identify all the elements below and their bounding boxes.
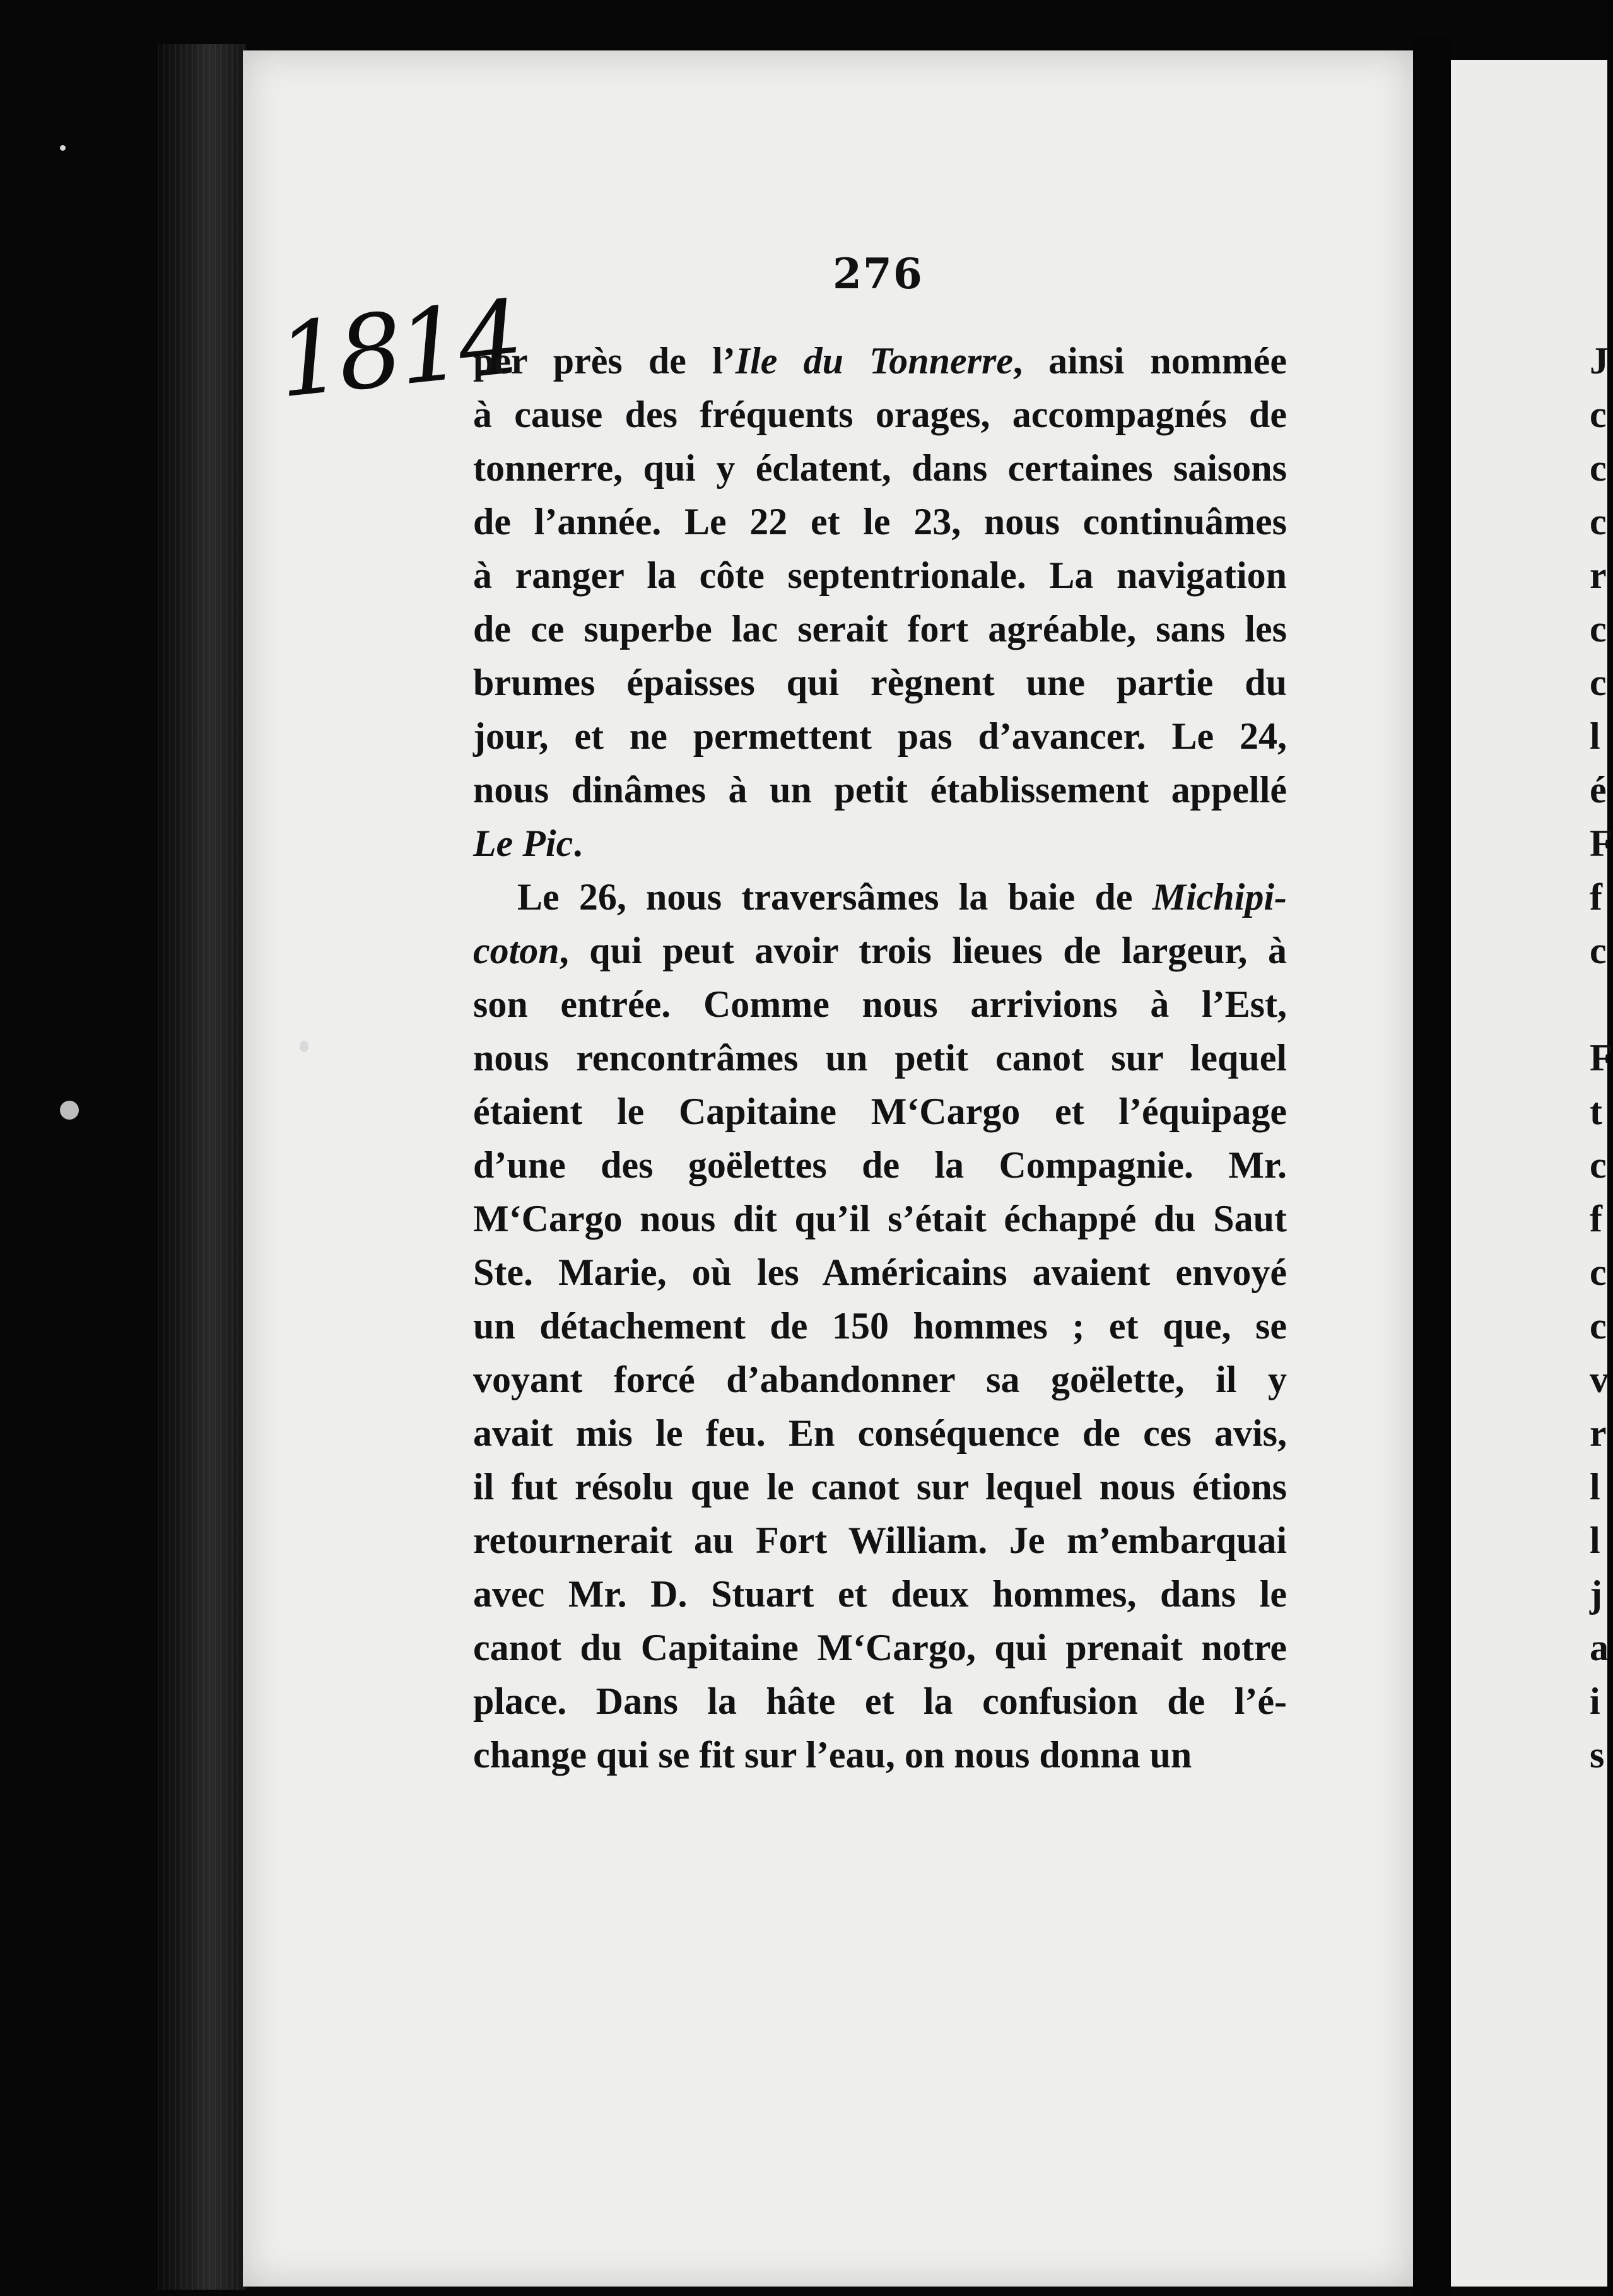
facing-page-letter: f (1590, 876, 1602, 918)
text-line: nous dinâmes à un petit établissement appellé (473, 769, 1287, 811)
book-page-edges (158, 44, 246, 2290)
facing-page-letter: c (1590, 930, 1607, 971)
text-line: Le 26, nous traversâmes la baie de Michipi- (517, 876, 1287, 918)
facing-page-letter: l (1590, 1520, 1600, 1561)
handwritten-margin-note: 1814 (272, 278, 525, 421)
facing-page-letter: v (1590, 1359, 1609, 1400)
text-line: il fut résolu que le canot sur lequel nous étions (473, 1466, 1287, 1508)
text-line: à ranger la côte septentrionale. La navigation (473, 554, 1287, 596)
dust-speck (60, 1101, 79, 1120)
text-line: brumes épaisses qui règnent une partie du (473, 662, 1287, 703)
facing-page-letter: J (1590, 340, 1609, 382)
text-line: change qui se fit sur l’eau, on nous donna un (473, 1734, 1192, 1776)
facing-page-letter: a (1590, 1627, 1609, 1668)
body-text (473, 334, 1287, 1782)
text-line: voyant forcé d’abandonner sa goëlette, il y (473, 1359, 1287, 1400)
facing-page-letter: r (1590, 1412, 1607, 1454)
facing-page-letter: i (1590, 1680, 1600, 1722)
book-gutter (1413, 38, 1451, 2296)
text-line: à cause des fréquents orages, accompagnés de (473, 394, 1287, 435)
text-line: canot du Capitaine M‘Cargo, qui prenait notre (473, 1627, 1287, 1668)
facing-page-letter: c (1590, 501, 1607, 542)
text-line: retournerait au Fort William. Je m’embarquai (473, 1520, 1287, 1561)
text-line: de l’année. Le 22 et le 23, nous continuâmes (473, 501, 1287, 542)
facing-page-letter: F (1590, 823, 1613, 864)
facing-page-letter: c (1590, 394, 1607, 435)
text-line: Ste. Marie, où les Américains avaient envoyé (473, 1251, 1287, 1293)
page-number: 276 (833, 249, 924, 298)
facing-page-letter: c (1590, 1305, 1607, 1347)
dust-speck (60, 145, 66, 151)
facing-page-letter: s (1590, 1734, 1605, 1776)
facing-page-letter (1590, 978, 1607, 1031)
facing-page-letter: c (1590, 447, 1607, 489)
facing-page-letter: c (1590, 1144, 1607, 1186)
facing-page (1451, 60, 1613, 2287)
text-line: coton, qui peut avoir trois lieues de largeur, à (473, 930, 1287, 971)
text-line: son entrée. Comme nous arrivions à l’Est, (473, 983, 1287, 1025)
text-line: jour, et ne permettent pas d’avancer. Le 24, (473, 715, 1287, 757)
text-line: nous rencontrâmes un petit canot sur lequel (473, 1037, 1287, 1079)
facing-page-letter: é (1590, 769, 1607, 811)
text-line: étaient le Capitaine M‘Cargo et l’équipage (473, 1091, 1287, 1132)
text-line: M‘Cargo nous dit qu’il s’était échappé du Saut (473, 1198, 1287, 1239)
facing-page-letter: l (1590, 1466, 1600, 1508)
facing-page-letter: c (1590, 662, 1607, 703)
facing-page-text-fragments (1590, 334, 1613, 1782)
facing-page-letter: f (1590, 1198, 1602, 1239)
dust-speck (300, 1041, 308, 1052)
facing-page-letter: r (1590, 554, 1607, 596)
text-line: avec Mr. D. Stuart et deux hommes, dans le (473, 1573, 1287, 1615)
text-line: de ce superbe lac serait fort agréable, sans les (473, 608, 1287, 650)
facing-page-letter: c (1590, 608, 1607, 650)
text-line: un détachement de 150 hommes ; et que, se (473, 1305, 1287, 1347)
facing-page-letter: j (1590, 1573, 1602, 1615)
facing-page-letter: F (1590, 1037, 1613, 1079)
facing-page-letter: t (1590, 1091, 1602, 1132)
text-line: place. Dans la hâte et la confusion de l’é- (473, 1680, 1287, 1722)
facing-page-letter: l (1590, 715, 1600, 757)
facing-page-letter: c (1590, 1251, 1607, 1293)
text-line: Le Pic. (473, 823, 583, 864)
text-line: avait mis le feu. En conséquence de ces avis, (473, 1412, 1287, 1454)
text-line: d’une des goëlettes de la Compagnie. Mr. (473, 1144, 1287, 1186)
text-line: tonnerre, qui y éclatent, dans certaines saisons (473, 447, 1287, 489)
text-line: per près de l’Ile du Tonnerre, ainsi nommée (473, 340, 1287, 382)
